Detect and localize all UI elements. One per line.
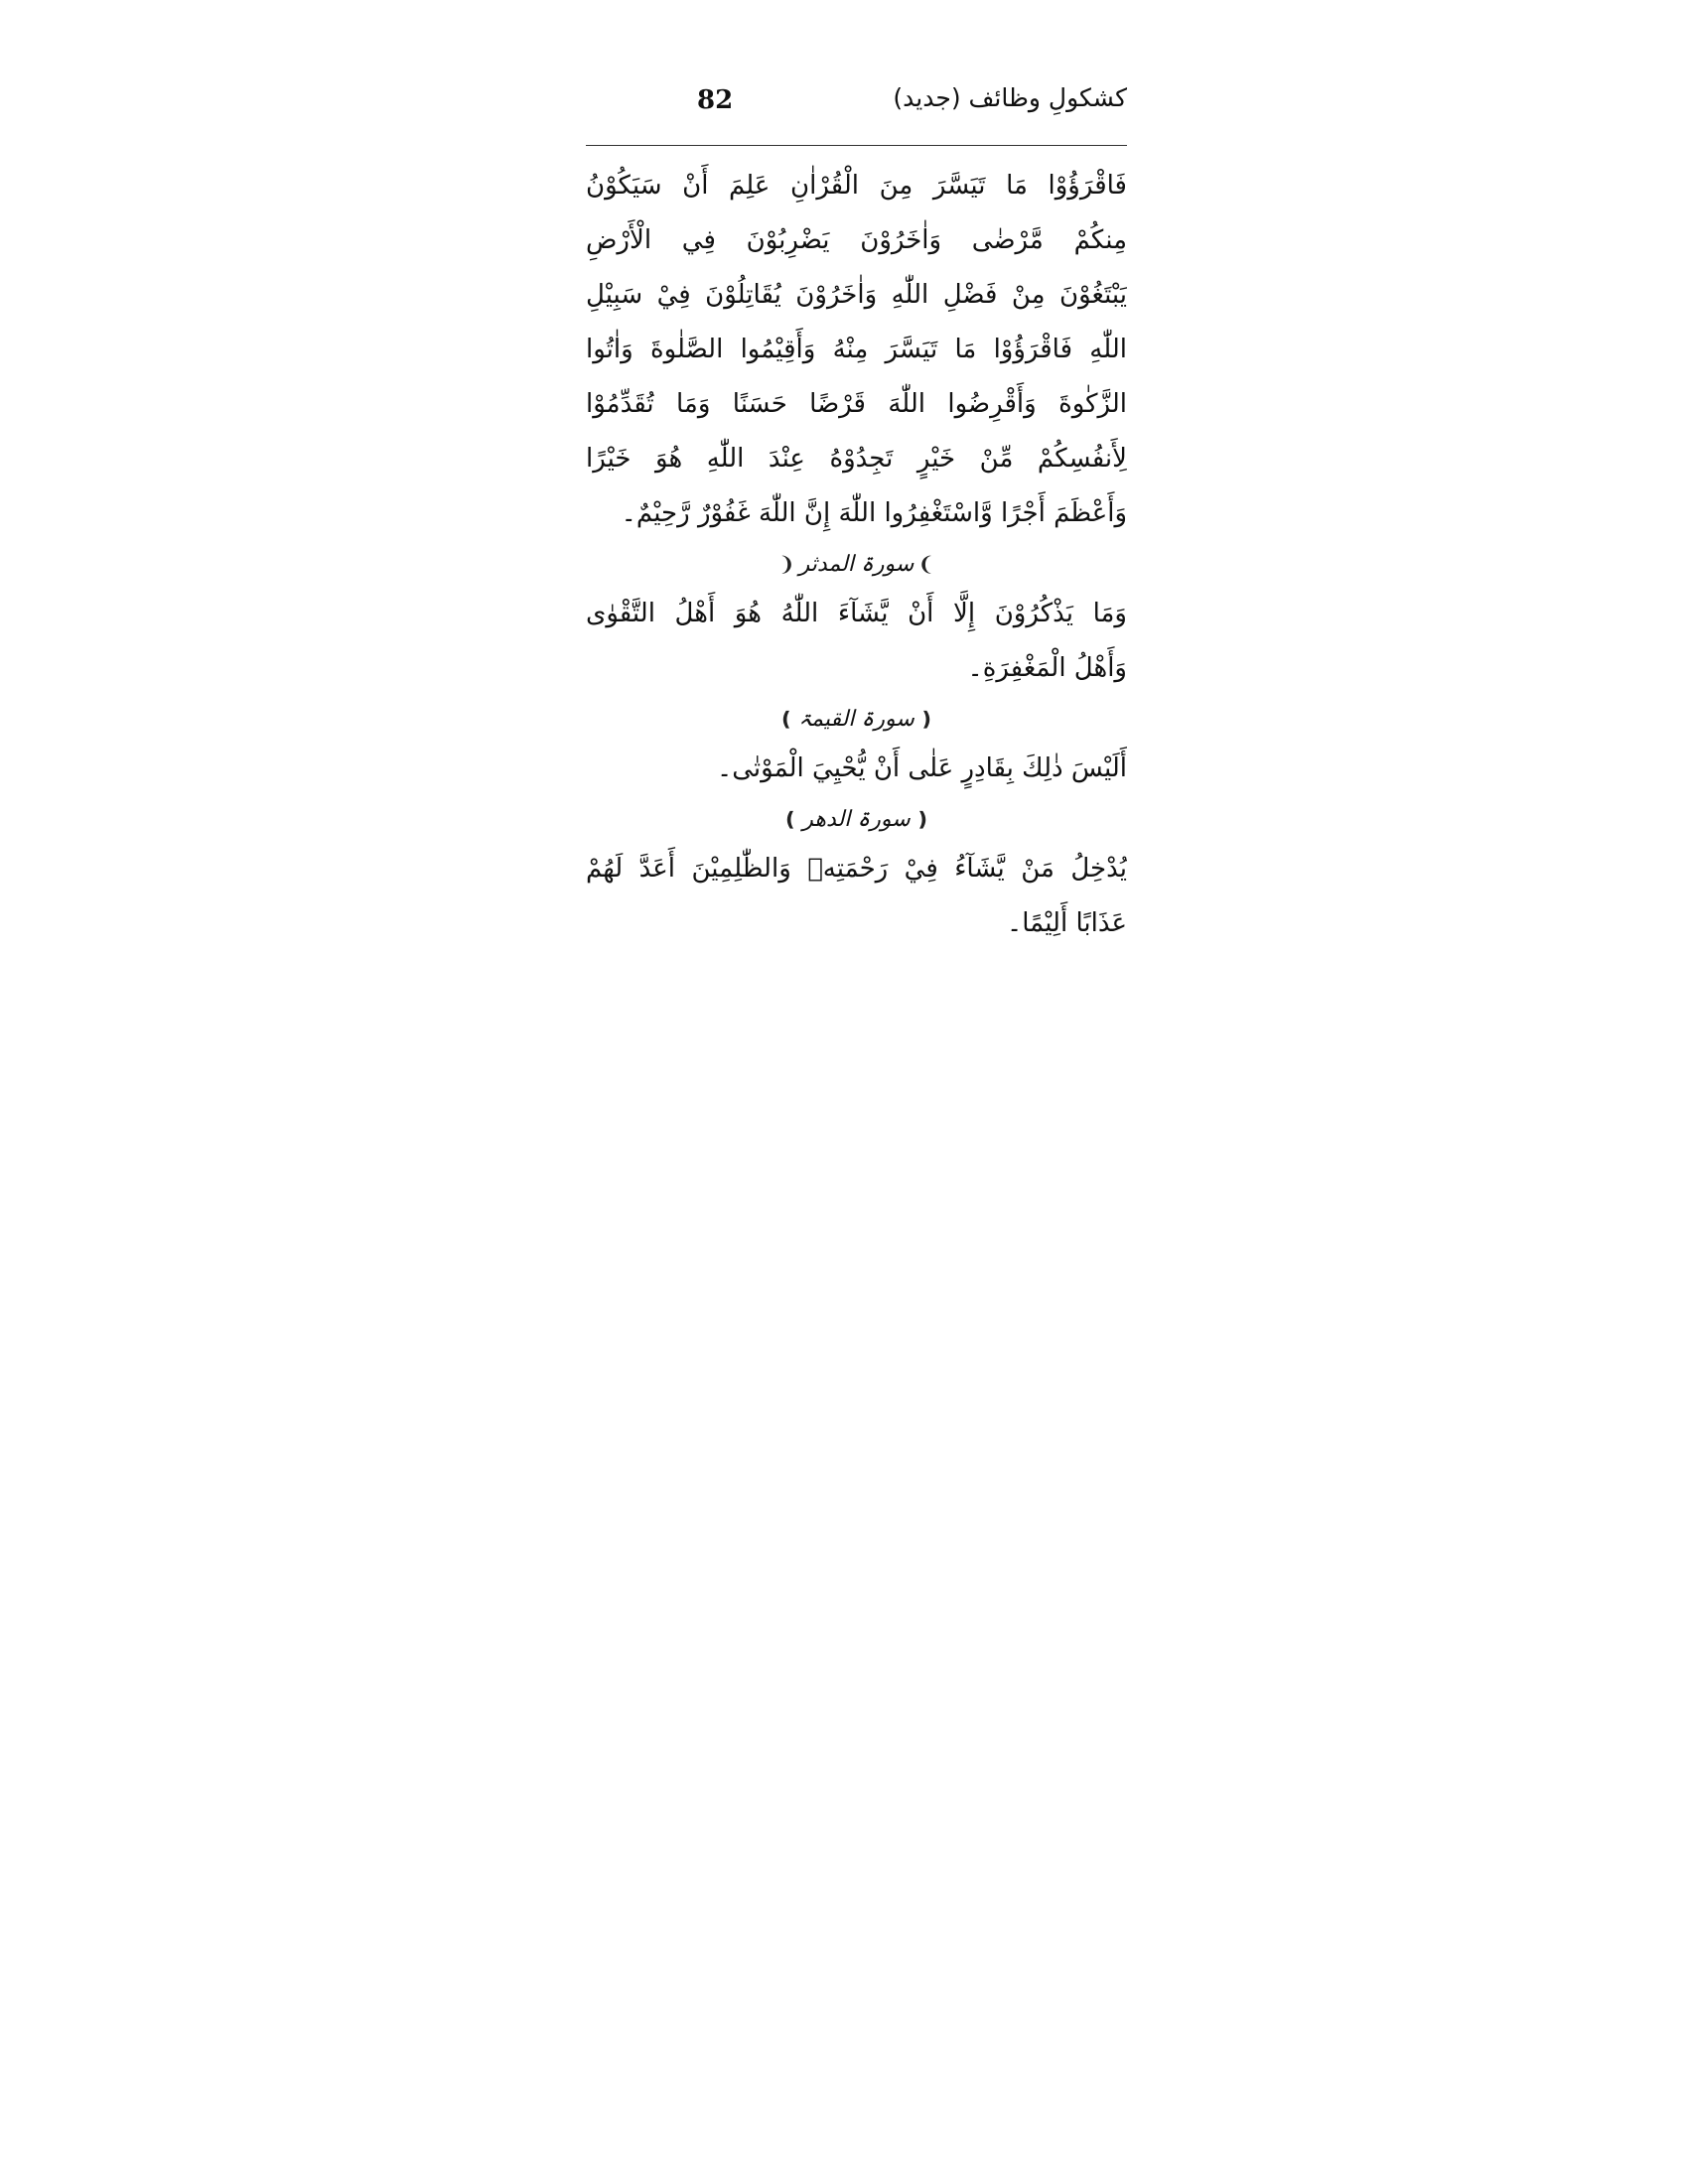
surah-name: سورۃ الدھر [802,807,911,832]
surah-name: سورۃ القیمۃ [798,707,914,732]
verse-line: فَاقْرَؤُوْا مَا تَيَسَّرَ مِنَ الْقُرْاٰنِ عَلِمَ أَنْ سَيَكُوْنُ [586,171,1127,201]
surah-heading-dahr [586,796,1127,842]
surah-heading-qiyamah [586,696,1127,742]
book-title: کشکولِ وظائف (جدید) [893,83,1127,112]
verse-line: عَذَابًا أَلِيْمًا۔ [1007,908,1127,938]
verse-line: اللّٰهِ فَاقْرَؤُوْا مَا تَيَسَّرَ مِنْهُ وَأَقِيْمُوا الصَّلٰوةَ وَاٰتُوا [586,335,1127,364]
page [586,79,1127,993]
ornament-icon: ❪ [914,807,931,831]
ornament-icon: ❩ [917,552,935,576]
page-header [586,79,1127,139]
verse-line: الزَّكٰوةَ وَأَقْرِضُوا اللّٰهَ قَرْضًا حَسَنًا وَمَا تُقَدِّمُوْا [586,389,1127,419]
verse-line: مِنكُمْ مَّرْضٰى وَاٰخَرُوْنَ يَضْرِبُوْنَ فِي الْأَرْضِ [586,225,1127,255]
surah-heading-muddaththir [586,541,1127,587]
page-body [586,159,1127,951]
header-divider [586,145,1127,146]
ornament-icon: ❪ [917,707,935,731]
verse-line: وَأَهْلُ الْمَغْفِرَةِ۔ [967,653,1127,683]
verse-line: يُدْخِلُ مَنْ يَّشَآءُ فِيْ رَحْمَتِهٖ وَالظّٰلِمِيْنَ أَعَدَّ لَهُمْ [586,854,1127,884]
surah-name: سورۃ المدثر [798,552,914,577]
verse-line: يَبْتَغُوْنَ مِنْ فَضْلِ اللّٰهِ وَاٰخَرُوْنَ يُقَاتِلُوْنَ فِيْ سَبِيْلِ [586,280,1127,310]
page-number: 82 [697,85,734,115]
verse-line: أَلَيْسَ ذٰلِكَ بِقَادِرٍ عَلٰى أَنْ يُّحْيِيَ الْمَوْتٰى۔ [717,753,1127,783]
verse-line: لِأَنفُسِكُمْ مِّنْ خَيْرٍ تَجِدُوْهُ عِنْدَ اللّٰهِ هُوَ خَيْرًا [586,444,1127,474]
verse-line: وَأَعْظَمَ أَجْرًا وَّاسْتَغْفِرُوا اللّٰهَ إِنَّ اللّٰهَ غَفُوْرٌ رَّحِيْمٌ۔ [621,498,1127,528]
ornament-icon: ❫ [777,707,795,731]
verse-line: وَمَا يَذْكُرُوْنَ إِلَّا أَنْ يَّشَآءَ اللّٰهُ هُوَ أَهْلُ التَّقْوٰى [586,599,1127,628]
ornament-icon: ❨ [777,552,795,576]
ornament-icon: ❫ [781,807,799,831]
